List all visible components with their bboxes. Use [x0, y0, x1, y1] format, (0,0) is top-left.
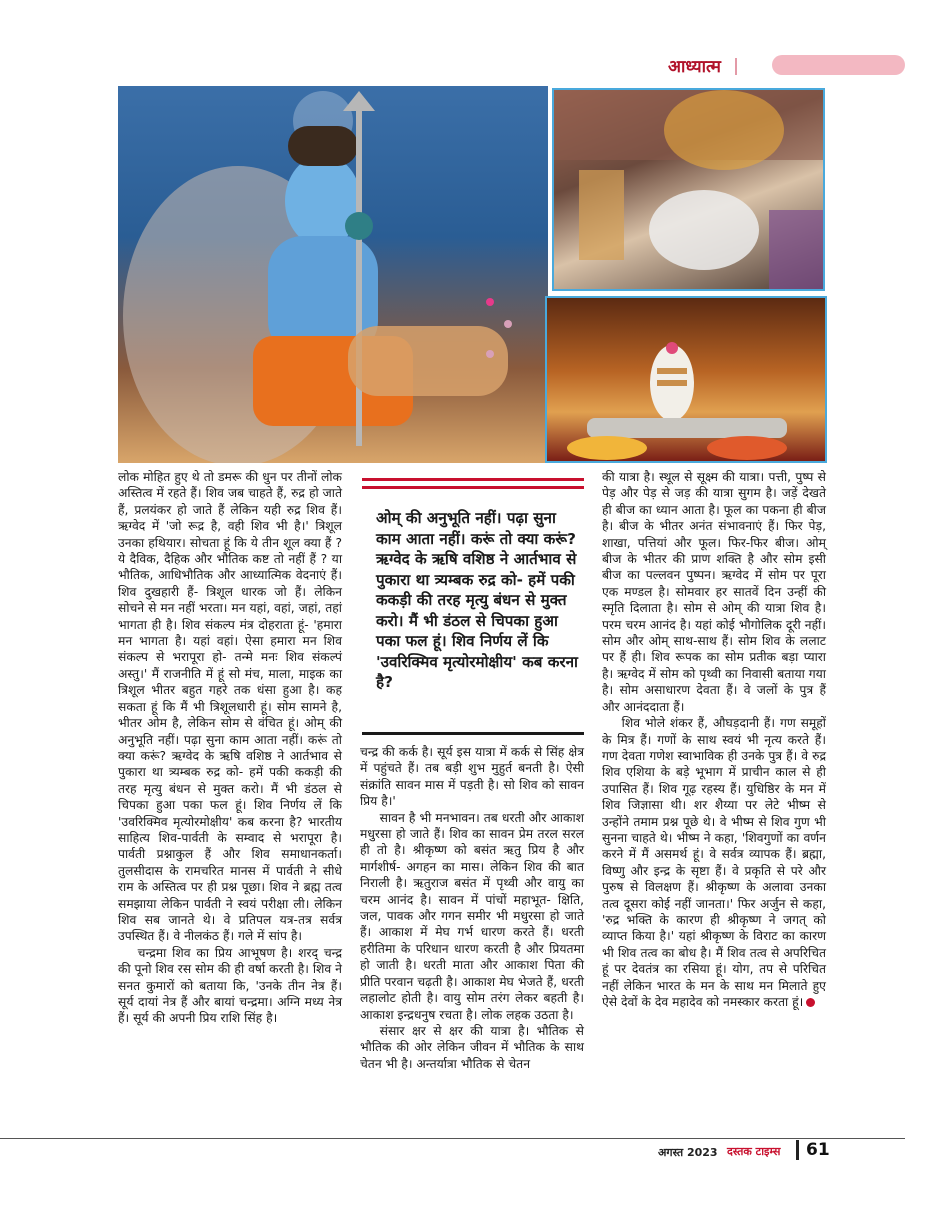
header-decoration	[772, 55, 905, 75]
section-title: आध्यात्म	[668, 57, 721, 77]
footer-rule	[0, 1138, 905, 1139]
end-mark-icon	[806, 998, 815, 1007]
paragraph: चन्द्र की कर्क है। सूर्य इस यात्रा में कर्क से सिंह क्षेत्र में पहुंचते हैं। तब बड़ी शुभ मुहुर्त बनती है। ऐसी संक्रांति सावन मास में पड़ती है। सो शिव को सावन प्रिय है।'	[360, 745, 584, 809]
shivling-artwork	[547, 298, 825, 461]
closing-paragraph	[602, 715, 826, 1010]
shivling-photo	[545, 296, 827, 463]
paragraph: सावन है भी मनभावन। तब धरती और आकाश मधुरसा हो जाते हैं। शिव का सावन प्रेम तरल सरल ही तो है। श्रीकृष्ण को बसंत ऋतु प्रिय है और मार्गशीर्ष- अगहन का मास। लेकिन शिव की बात निराली है। ऋतुराज बसंत में पृथ्वी और वायु का चरम आनंद है। सावन में पांचों महाभूत- क्षिति, जल, पावक और गगन समीर भी मधुरसा हो जाते हैं। आकाश में मेघ गर्भ धारण करते हैं। धरती हरीतिमा के परिधान धारण करती है और प्रियतमा हो जाती है। धरती माता और आकाश पिता की प्रीति परवान चढ़ती है। आकाश मेघ भेजते हैं, धरती लहालोट होती है। वायु सोम तरंग लेकर बहती है। आकाश इन्द्रधनुष रचता है। लोक लहक उठता है।	[360, 810, 584, 1022]
devotees-artwork	[554, 90, 823, 289]
paragraph: संसार क्षर से क्षर की यात्रा है। भौतिक से भौतिक की ओर लेकिन जीवन में भौतिक के साथ चेतन भी है। अन्तर्यात्रा भौतिक से चेतन	[360, 1023, 584, 1071]
devotees-abhishek-photo	[552, 88, 825, 291]
pull-quote-rule-top-2	[362, 486, 584, 489]
paragraph: लोक मोहित हुए थे तो डमरू की धुन पर तीनों लोक अस्तित्व में रहते हैं। शिव जब चाहते हैं, रुद्र हो जाते हैं, प्रलयंकर हो जाते हैं लेकिन यही रुद्र शिव हैं। ऋग्वेद में 'जो रूद्र है, वही शिव भी है।' त्रिशूल उनका हथियार। सोचता हूं कि ये तीन शूल क्या हैं ? ये दैविक, दैहिक और भौतिक कष्ट तो नहीं हैं ? या भौतिक, आधिभौतिक और आध्यात्मिक वेदनाएं हैं। शिव दुखहारी हैं- त्रिशूल धारक जो हैं। लेकिन सोचने से मन नहीं भरता। मन यहां, वहां, जहां, तहां भागता ही है। शिव संकल्प मंत्र दोहराता हूं- 'हमारा मन भागता है। यहां वहां। ऐसा हमारा मन शिव संकल्प से भरापूरा हो- तन्मे मनः शिव संकल्पं अस्तु।' मैं राजनीति में हूं सो मंच, माला, माइक का त्रिशूल भीतर बहुत गहरे तक धंसा हुआ है। कह सकता हूं कि मैं भी त्रिशूलधारी हूं। सोम सामने है, भीतर ओम है, लेकिन सोम से वंचित हूं। ओम् की अनुभूति नहीं। पढ़ा सुना काम आता नहीं। करूं तो क्या करूं? ऋग्वेद के ऋषि वशिष्ठ ने आर्तभाव से पुकारा था त्र्यम्बक रुद्र को- हमें पकी ककड़ी की तरह मृत्यु बंधन से मुक्त करो। मैं भी डंठल से चिपका हुआ पका फल हूं। शिव निर्णय लें कि 'उवरिक्मिव मृत्योरमोक्षीय' कब करना है? भारतीय साहित्य शिव-पार्वती के सम्वाद से भरापूरा है। पार्वती प्रश्नाकुल हैं और शिव समाधानकर्ता। तुलसीदास के रामचरित मानस में पार्वती ने सीधे राम के अस्तित्व पर ही प्रश्न पूछा। शिव ने ब्रह्म तत्व समझाया लेकिन पार्वती ने स्वयं परीक्षा ली। लेकिन शिव सब जानते थे। वे प्रतिपल यत्र-तत्र सर्वत्र उपस्थित हैं। वे नीलकंठ हैं। गले में सांप है।	[118, 470, 342, 944]
pull-quote-rule-bottom	[362, 732, 584, 735]
paragraph-text: शिव भोले शंकर हैं, औघड़दानी हैं। गण समूहों के मित्र हैं। गणों के साथ स्वयं भी नृत्य करते हैं। गण देवता गणेश स्वाभाविक ही उनके पुत्र हैं। वे रुद्र शिव एशिया के बड़े भूभाग में प्राचीन काल से ही उपासित हैं। शिव गूढ़ रहस्य हैं। युधिष्ठिर के मन में शिव जिज्ञासा थी। शर शैय्या पर लेटे भीष्म से उन्होंने तमाम प्रश्न पूछे थे। वे भीष्म से शिव गुण भी सुनना चाहते थे। भीष्म ने कहा, 'शिवगुणों का वर्णन करने में मैं असमर्थ हूं। वे सर्वत्र व्यापक हैं। ब्रह्मा, विष्णु और इन्द्र के सृष्टा हैं। वे प्रकृति से परे और पुरुष से विलक्षण हैं। श्रीकृष्ण के अलावा उनका तत्व दूसरा कोई नहीं जानता।' फिर अर्जुन से कहा, 'रुद्र भक्ति के कारण ही श्रीकृष्ण ने जगत् को व्याप्त किया है।' यहां श्रीकृष्ण के विराट का कारण भी शिव तत्व का बोध है। मैं शिव तत्व से अपरिचित हूं पर देवतंत्र का रसिया हूं। योग, तप से परिचित नहीं लेकिन भारत के मन के साथ मन मिलाते हुए ऐसे देवों के देव महादेव को नमस्कार करता हूं।	[602, 716, 826, 1009]
paragraph: चन्द्रमा शिव का प्रिय आभूषण है। शरद् चन्द्र की पूनो शिव रस सोम की ही वर्षा करती है। शिव ने सनत कुमारों को बताया कि, 'उनके तीन नेत्र हैं। सूर्य दायां नेत्र हैं और बायां चन्द्रमा। अग्नि मध्य नेत्र हैं। सूर्य की अपनी प्रिय राशि सिंह है।	[118, 945, 342, 1026]
section-divider	[735, 58, 737, 75]
paragraph: की यात्रा है। स्थूल से सूक्ष्म की यात्रा। पत्ती, पुष्प से पेड़ और पेड़ से जड़ की यात्रा सुगम है। जड़ें देखते ही बीज का ध्यान आता है। फूल का पकना ही बीज है। बीज के भीतर अनंत संभावनाएं हैं। फिर पेड़, शाखा, पत्तियां और फूल। फिर-फिर बीज। ओम् बीज के भीतर की प्राण शक्ति है और सोम इसी बीज का पल्लवन पुष्पन। ऋग्वेद में सोम पर पूरा एक मण्डल है। सोमवार हर सातवें दिन उन्हीं की स्मृति दिलाता है। सोम से ओम् की यात्रा शिव है। परम चरम आनंद है। यहां कोई भौगोलिक दूरी नहीं। सोम और ओम् साथ-साथ हैं। सोम शिव के ललाट पर हैं ही। शिव रूपक का सोम प्रतीक बड़ा प्यारा है। ऋग्वेद में सोम को पृथ्वी का निवासी बताया गया है। सोम असाधारण देवता हैं। वे जलों के पुत्र हैं और आनंददाता हैं।	[602, 470, 826, 714]
article-column-3	[602, 469, 826, 1010]
pull-quote	[362, 478, 584, 736]
magazine-logo: दस्तक टाइम्स	[727, 1145, 781, 1158]
pull-quote-text: ओम् की अनुभूति नहीं। पढ़ा सुना काम आता नहीं। करूं तो क्या करूं? ऋग्वेद के ऋषि वशिष्ठ ने आर्तभाव से पुकारा था त्र्यम्बक रुद्र को- हमें पकी ककड़ी की तरह मृत्यु बंधन से मुक्त करो। मैं भी डंठल से चिपका हुआ पका फल हूं। शिव निर्णय लें कि 'उवरिक्मिव मृत्योरमोक्षीय' कब करना है?	[376, 509, 578, 691]
footer-divider	[796, 1140, 799, 1160]
issue-date: अगस्त 2023	[658, 1146, 718, 1159]
page-number: 61	[806, 1140, 830, 1160]
pull-quote-rule-top	[362, 478, 584, 481]
shiva-illustration	[118, 86, 548, 463]
article-column-2	[360, 744, 584, 1072]
shiva-artwork	[118, 86, 548, 463]
article-column-1	[118, 469, 342, 1027]
